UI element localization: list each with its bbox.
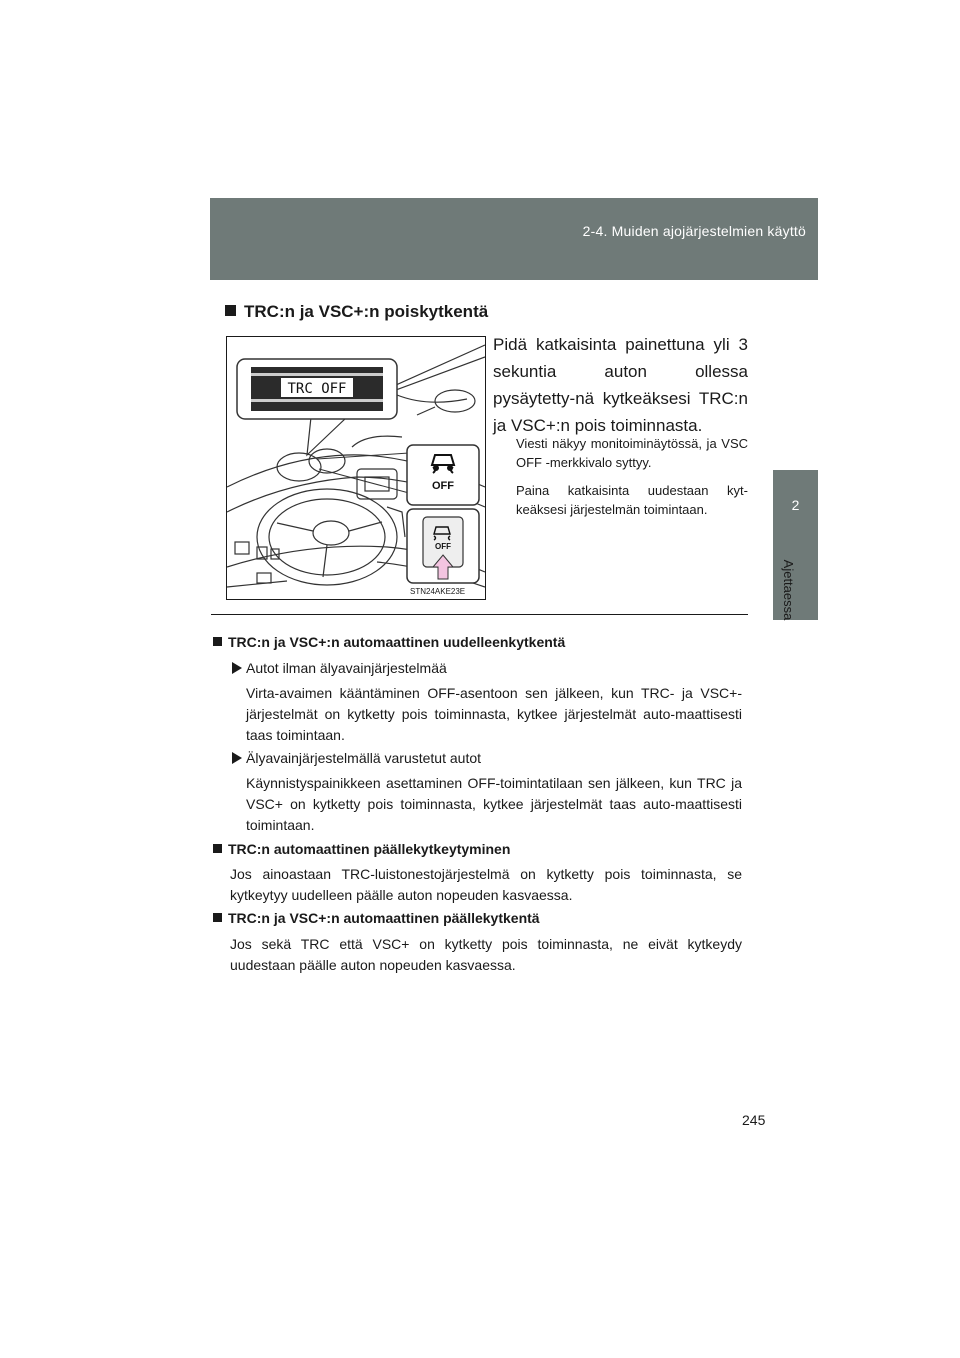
dashboard-illustration [226, 336, 486, 600]
body-text: Käynnistyspainikkeen asettaminen OFF-toimintatilaan sen jälkeen, kun TRC ja VSC+ on kytketty pois toiminnasta, kytkee järjestelmät taas auto-maattisesti toimintaan. [246, 775, 742, 833]
square-bullet-icon [213, 913, 222, 922]
display-text: TRC OFF [287, 381, 347, 397]
note-text: Viesti näkyy monitoiminäytössä, ja VSC OFF -merkkivalo syttyy. [516, 436, 748, 470]
triangle-bullet-icon [232, 662, 242, 674]
section-heading-text: TRC:n automaattinen päällekytkeytyminen [228, 841, 511, 857]
note-text: Paina katkaisinta uudestaan kyt-keäksesi järjestelmän toimintaan. [516, 483, 748, 517]
triangle-bullet-icon [232, 752, 242, 764]
section-heading [213, 841, 510, 857]
illustration-code: STN24AKE23E [410, 587, 466, 596]
section-heading-text: TRC:n ja VSC+:n automaattinen päällekytkentä [228, 910, 540, 926]
chapter-label: Ajettaessa [781, 559, 796, 621]
body-text: Jos ainoastaan TRC-luistonestojärjestelmä on kytketty pois toiminnasta, se kytkeytyy uudelleen päälle auton nopeuden kasvaessa. [230, 866, 742, 903]
item-title-text: Autot ilman älyavainjärjestelmää [246, 660, 447, 676]
header-band [210, 198, 818, 280]
dashboard-drawing [227, 337, 485, 599]
body-text: Jos sekä TRC että VSC+ on kytketty pois toiminnasta, ne eivät kytkeydy uudestaan päälle auton nopeuden kasvaessa. [230, 936, 742, 973]
instruction-text: Pidä katkaisinta painettuna yli 3 sekuntia auton ollessa pysäytetty-nä kytkeäksesi TRC:n ja VSC+:n pois toiminnasta. [493, 335, 748, 435]
section-heading [213, 634, 565, 650]
item-title-text: Älyavainjärjestelmällä varustetut autot [246, 750, 482, 766]
section-title: 2-4. Muiden ajojärjestelmien käyttö [582, 223, 806, 239]
main-heading [225, 302, 488, 322]
page-number: 245 [742, 1112, 766, 1128]
divider [211, 614, 748, 615]
section-heading [213, 910, 540, 926]
square-bullet-icon [213, 637, 222, 646]
chapter-number: 2 [791, 497, 800, 513]
main-heading-text: TRC:n ja VSC+:n poiskytkentä [244, 302, 489, 321]
item-title [232, 660, 447, 676]
item-title [232, 750, 481, 766]
switch-label-small: OFF [435, 542, 451, 551]
section-heading-text: TRC:n ja VSC+:n automaattinen uudelleenkytkentä [228, 634, 566, 650]
body-text: Virta-avaimen kääntäminen OFF-asentoon sen jälkeen, kun TRC- ja VSC+-järjestelmät on kytketty pois toiminnasta, kytkee järjestelmät auto-maattisesti taas toimintaan. [246, 685, 742, 743]
square-bullet-icon [213, 844, 222, 853]
switch-label: OFF [432, 480, 454, 492]
square-bullet-icon [225, 305, 236, 316]
